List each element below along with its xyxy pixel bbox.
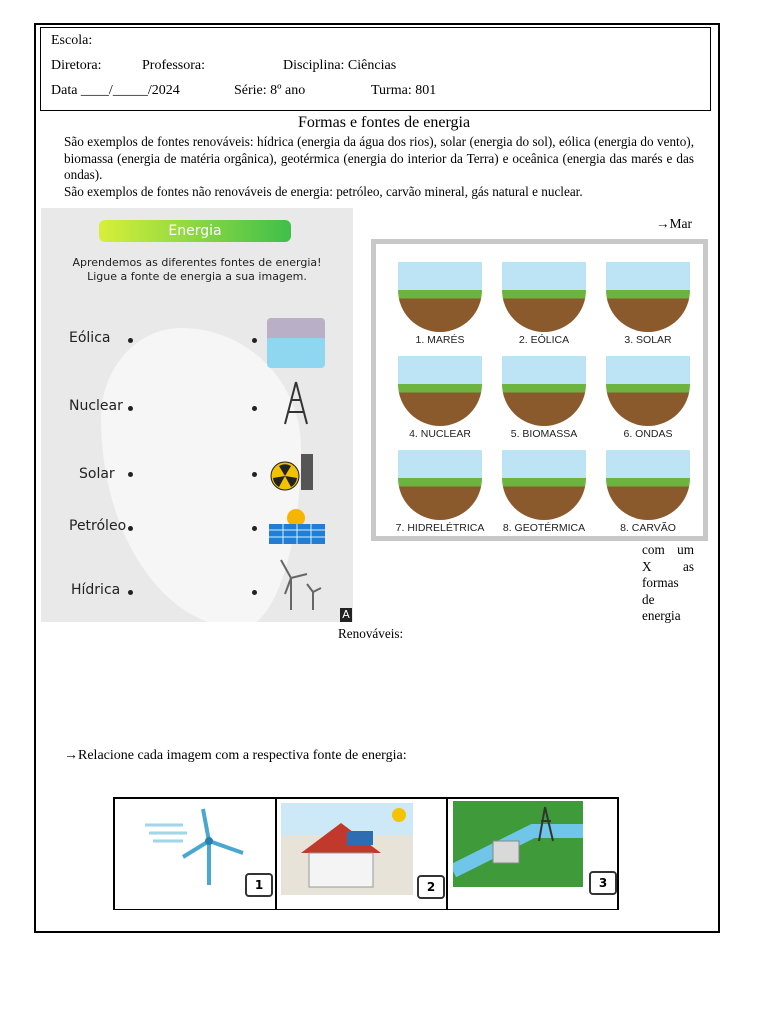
renewables-paragraph: São exemplos de fontes renováveis: hídrica (energia da água dos rios), solar (energia do sol), eólica (energia do vento), biomassa (energia de matéria orgânica), geotérmica (energia do interior da Terra) e oceânica (energia das marés e das ondas).	[64, 134, 694, 182]
cell-ondas	[590, 342, 690, 440]
image-tag-a: A	[340, 608, 352, 622]
nuclear-illustration	[398, 356, 482, 426]
matching-instructions	[71, 256, 323, 284]
non-renewables-paragraph: São exemplos de fontes não renováveis de energia: petróleo, carvão mineral, gás natural e nuclear.	[64, 183, 583, 199]
data-label: Data ____/_____/2024	[51, 83, 180, 98]
cell-nuclear	[382, 342, 482, 440]
table-divider-3	[617, 797, 619, 909]
intro-text	[64, 134, 694, 200]
caption-geotermica: 8. GEOTÉRMICA	[502, 522, 586, 534]
relate-instruction: →Relacione cada imagem com a respectiva fonte de energia:	[64, 748, 407, 763]
cell-solar	[590, 248, 690, 346]
wind-turbine-picture	[143, 805, 253, 885]
turma-label: Turma: 801	[371, 83, 437, 98]
solar-house-picture	[281, 803, 413, 895]
label-hidrica: Hídrica	[71, 582, 121, 598]
cell-geotermica	[486, 436, 586, 534]
number-box-3: 3	[589, 871, 617, 895]
word-com: com	[642, 542, 665, 557]
label-petroleo: Petróleo	[69, 518, 127, 534]
word-x: X	[642, 558, 652, 574]
number-box-2: 2	[417, 875, 445, 899]
carvao-illustration	[606, 450, 690, 520]
dot-right-4[interactable]	[252, 526, 257, 531]
word-formas: formas	[642, 575, 679, 591]
caption-eolica: 2. EÓLICA	[518, 334, 570, 346]
caption-nuclear: 4. NUCLEAR	[409, 428, 471, 440]
hidreletrica-illustration	[398, 450, 482, 520]
number-box-1: 1	[245, 873, 273, 897]
caption-biomassa: 5. BIOMASSA	[510, 428, 578, 440]
energy-matching-image	[41, 208, 353, 622]
geotermica-illustration	[502, 450, 586, 520]
dot-left-3[interactable]	[128, 472, 133, 477]
matching-table	[113, 797, 619, 909]
dot-left-4[interactable]	[128, 526, 133, 531]
cell-carvao	[590, 436, 690, 534]
dot-left-5[interactable]	[128, 590, 133, 595]
word-as: as	[683, 558, 694, 574]
dot-left-1[interactable]	[128, 338, 133, 343]
caption-carvao: 8. CARVÃO	[620, 522, 676, 534]
dam-icon	[267, 318, 325, 368]
cell-biomassa	[486, 342, 586, 440]
dot-right-2[interactable]	[252, 406, 257, 411]
cell-mares	[382, 248, 482, 346]
professora-label: Professora:	[142, 58, 205, 73]
table-divider-2	[446, 797, 448, 909]
instruction-line-2: Ligue a fonte de energia a sua imagem.	[87, 270, 307, 283]
serie-label: Série: 8º ano	[234, 83, 306, 98]
word-um: um	[677, 542, 694, 557]
arrow-mar-text: →Mar	[656, 216, 692, 231]
caption-hidreletrica: 7. HIDRELÉTRICA	[395, 522, 485, 534]
table-divider-0	[113, 797, 115, 909]
ondas-illustration	[606, 356, 690, 426]
oil-rig-icon	[267, 376, 325, 426]
header-box	[40, 27, 711, 111]
caption-ondas: 6. ONDAS	[623, 428, 673, 440]
mares-illustration	[398, 262, 482, 332]
side-instruction	[642, 542, 694, 625]
hydroelectric-picture	[453, 801, 583, 887]
dot-left-2[interactable]	[128, 406, 133, 411]
dot-right-3[interactable]	[252, 472, 257, 477]
renovaveis-label: Renováveis:	[338, 626, 404, 641]
energy-types-grid	[371, 239, 708, 541]
disciplina-label: Disciplina: Ciências	[283, 58, 397, 73]
label-nuclear: Nuclear	[69, 398, 123, 414]
solar-panel-icon	[267, 504, 325, 554]
dot-right-1[interactable]	[252, 338, 257, 343]
cell-eolica	[486, 248, 586, 346]
label-solar: Solar	[79, 466, 115, 482]
caption-solar: 3. SOLAR	[624, 334, 672, 346]
energy-banner: Energia	[99, 220, 291, 242]
wind-turbine-icon	[267, 554, 325, 604]
eolica-illustration	[502, 262, 586, 332]
escola-label: Escola:	[51, 33, 93, 48]
diretora-label: Diretora:	[51, 58, 102, 73]
cell-hidreletrica	[382, 436, 485, 534]
caption-mares: 1. MARÉS	[415, 334, 465, 346]
table-divider-1	[275, 797, 277, 909]
biomassa-illustration	[502, 356, 586, 426]
word-energia: energia	[642, 608, 681, 624]
solar-illustration	[606, 262, 690, 332]
instruction-line-1: Aprendemos as diferentes fontes de energia!	[72, 256, 322, 269]
dot-right-5[interactable]	[252, 590, 257, 595]
page-title: Formas e fontes de energia	[297, 114, 471, 131]
label-eolica: Eólica	[69, 330, 111, 346]
nuclear-icon	[267, 440, 325, 490]
word-de: de	[642, 591, 655, 607]
